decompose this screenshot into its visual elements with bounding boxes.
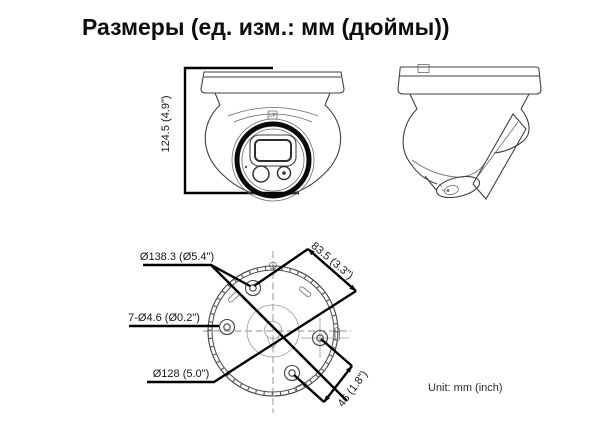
outer-diameter-label: Ø138.3 (Ø5.4") [139,251,215,263]
side-plate-notch [418,65,429,73]
vertical-spacing-label: 46 (1.8") [335,368,371,410]
diagonal-spacing-label: 83.5 (3.3") [308,240,356,282]
front-neck [215,93,330,105]
side-view-drawing [398,65,541,202]
lens-window-inner [255,140,291,161]
front-mount-plate [201,72,344,93]
side-rim-curve [412,160,485,177]
page-title: Размеры (ед. изм.: мм (дюймы)) [82,14,450,40]
sensor-dot [282,171,286,175]
height-dimension-label: 124.5 (4.9") [160,95,172,153]
front-view-drawing [185,68,344,201]
up-marking-label: UP [269,112,276,119]
unit-note: Unit: mm (inch) [428,382,503,394]
side-lens-dot [447,189,450,192]
mic-hole [245,166,247,168]
outer-diameter-leader [143,265,250,286]
side-bracket-arm [473,114,526,199]
vert-dim-extension-b [294,375,324,402]
base-diameter-label: Ø128 (5.0") [152,368,210,380]
illuminator-circle [253,166,269,182]
side-mount-plate [398,67,541,94]
diag-dim-extension [254,249,308,286]
right-hole-crosshair [301,318,349,358]
bottom-view-drawing [129,249,356,413]
screw-holes-label: 7-Ø4.6 (Ø0.2") [128,312,200,324]
side-dome-left [403,109,437,184]
side-neck [410,94,529,109]
side-barrel-marks [439,184,445,192]
side-arm-line [478,122,518,176]
